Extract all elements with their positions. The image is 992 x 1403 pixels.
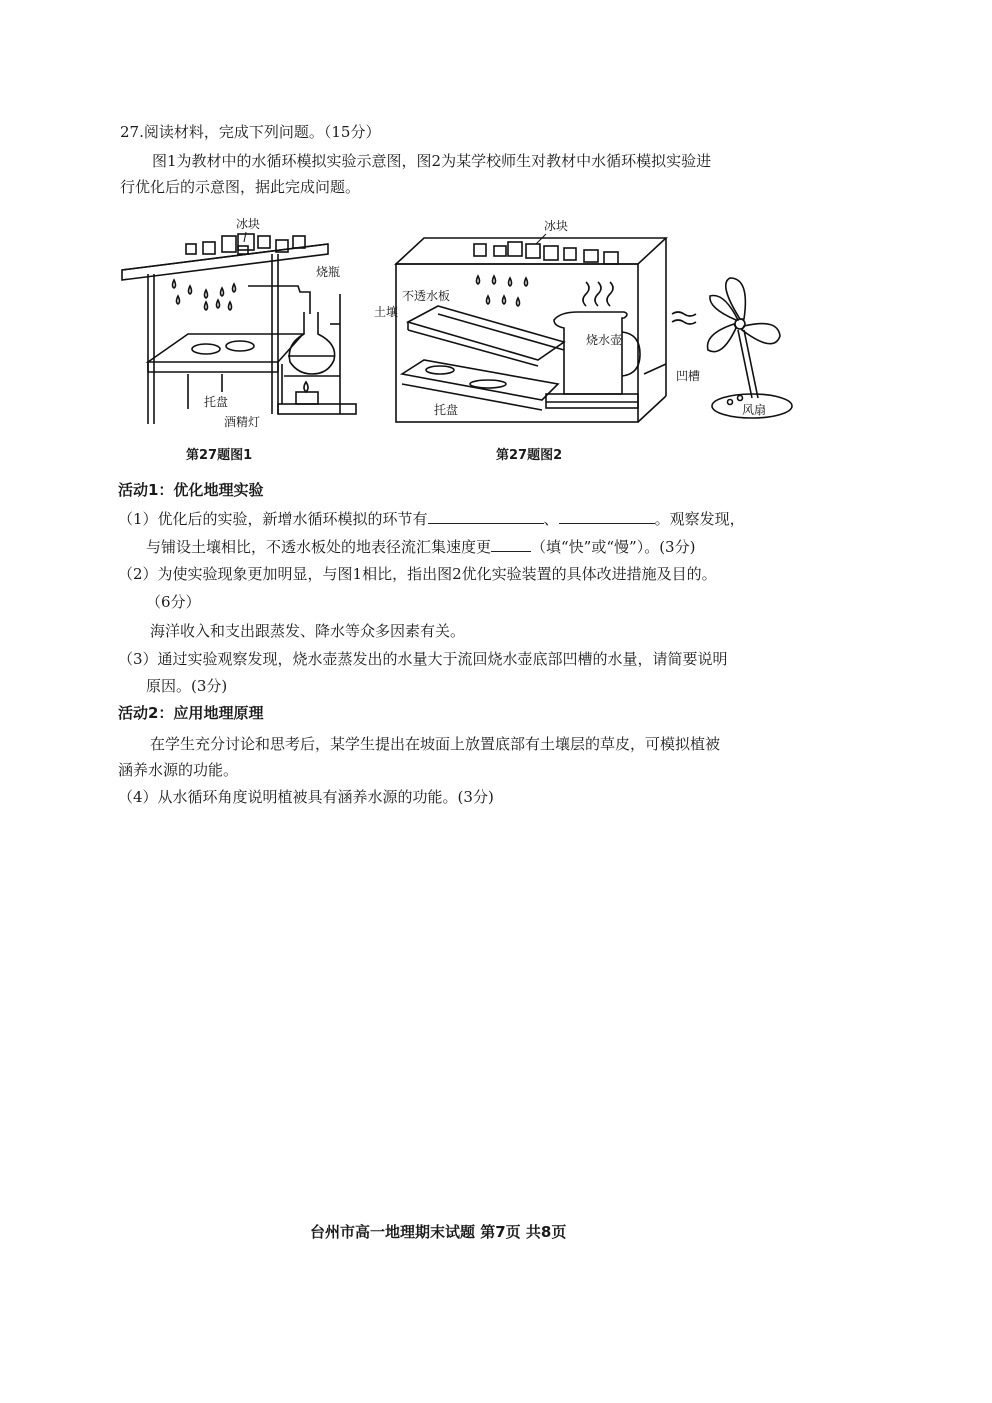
fig2-label-fan: 风扇 — [742, 403, 767, 417]
note-line: 海洋收入和支出跟蒸发、降水等众多因素有关。 — [150, 622, 466, 640]
fig2-label-board: 不透水板 — [402, 289, 451, 303]
fig2-label-kettle: 烧水壶 — [586, 333, 623, 347]
figure-2-caption: 第27题图2 — [496, 448, 563, 463]
activity-2-heading: 活动2：应用地理原理 — [118, 704, 264, 722]
question-title: 27.阅读材料，完成下列问题。（15分） — [120, 123, 381, 141]
fig2-label-ice: 冰块 — [544, 219, 569, 233]
figure-1-caption: 第27题图1 — [186, 448, 253, 463]
intro-line-1: 图1为教材中的水循环模拟实验示意图，图2为某学校师生对教材中水循环模拟实验进 — [152, 152, 712, 170]
answer-blank-1[interactable] — [428, 507, 544, 524]
figure-1-drawing — [118, 214, 373, 434]
figure-1 — [118, 214, 373, 434]
fig2-label-soil: 土壤 — [374, 305, 399, 319]
intro-line-2: 行优化后的示意图，据此完成问题。 — [120, 178, 361, 196]
fig1-label-ice: 冰块 — [236, 217, 261, 231]
figure-2 — [374, 214, 798, 434]
q1-line2-a: 与铺设土壤相比，不透水板处的地表径流汇集速度更 — [146, 538, 492, 556]
question-3-line-2: 原因。(3分) — [146, 677, 228, 695]
q1-part1: （1）优化后的实验，新增水循环模拟的环节有 — [118, 510, 428, 528]
fig1-label-lamp: 酒精灯 — [224, 415, 261, 429]
question-4: （4）从水循环角度说明植被具有涵养水源的功能。(3分) — [118, 788, 494, 806]
q1-line2-b: （填“快”或“慢”）。(3分) — [531, 538, 696, 556]
fig1-label-tray: 托盘 — [204, 395, 229, 409]
fig2-label-groove: 凹槽 — [676, 369, 701, 383]
answer-blank-2[interactable] — [559, 507, 655, 524]
fig1-label-flask: 烧瓶 — [316, 265, 341, 279]
figure-2-drawing — [374, 214, 798, 434]
question-2-line-2: （6分） — [146, 593, 201, 611]
question-2-line-1: （2）为使实验现象更加明显，与图1相比，指出图2优化实验装置的具体改进措施及目的。 — [118, 565, 717, 583]
activity-1-heading: 活动1：优化地理实验 — [118, 481, 264, 499]
fig2-label-tray: 托盘 — [434, 403, 459, 417]
activity-2-para-line-2: 涵养水源的功能。 — [118, 761, 239, 779]
activity-2-para-line-1: 在学生充分讨论和思考后，某学生提出在坡面上放置底部有土壤层的草皮，可模拟植被 — [150, 735, 721, 753]
answer-blank-3[interactable] — [491, 535, 531, 552]
question-3-line-1: （3）通过实验观察发现，烧水壶蒸发出的水量大于流回烧水壶底部凹槽的水量，请简要说明 — [118, 650, 728, 668]
question-1-line-1 — [118, 507, 745, 530]
q1-separator: 、 — [543, 510, 559, 528]
q1-part2: 。观察发现， — [654, 510, 745, 528]
question-1-line-2 — [146, 535, 695, 558]
page-footer: 台州市高一地理期末试题 第7页 共8页 — [310, 1223, 567, 1241]
